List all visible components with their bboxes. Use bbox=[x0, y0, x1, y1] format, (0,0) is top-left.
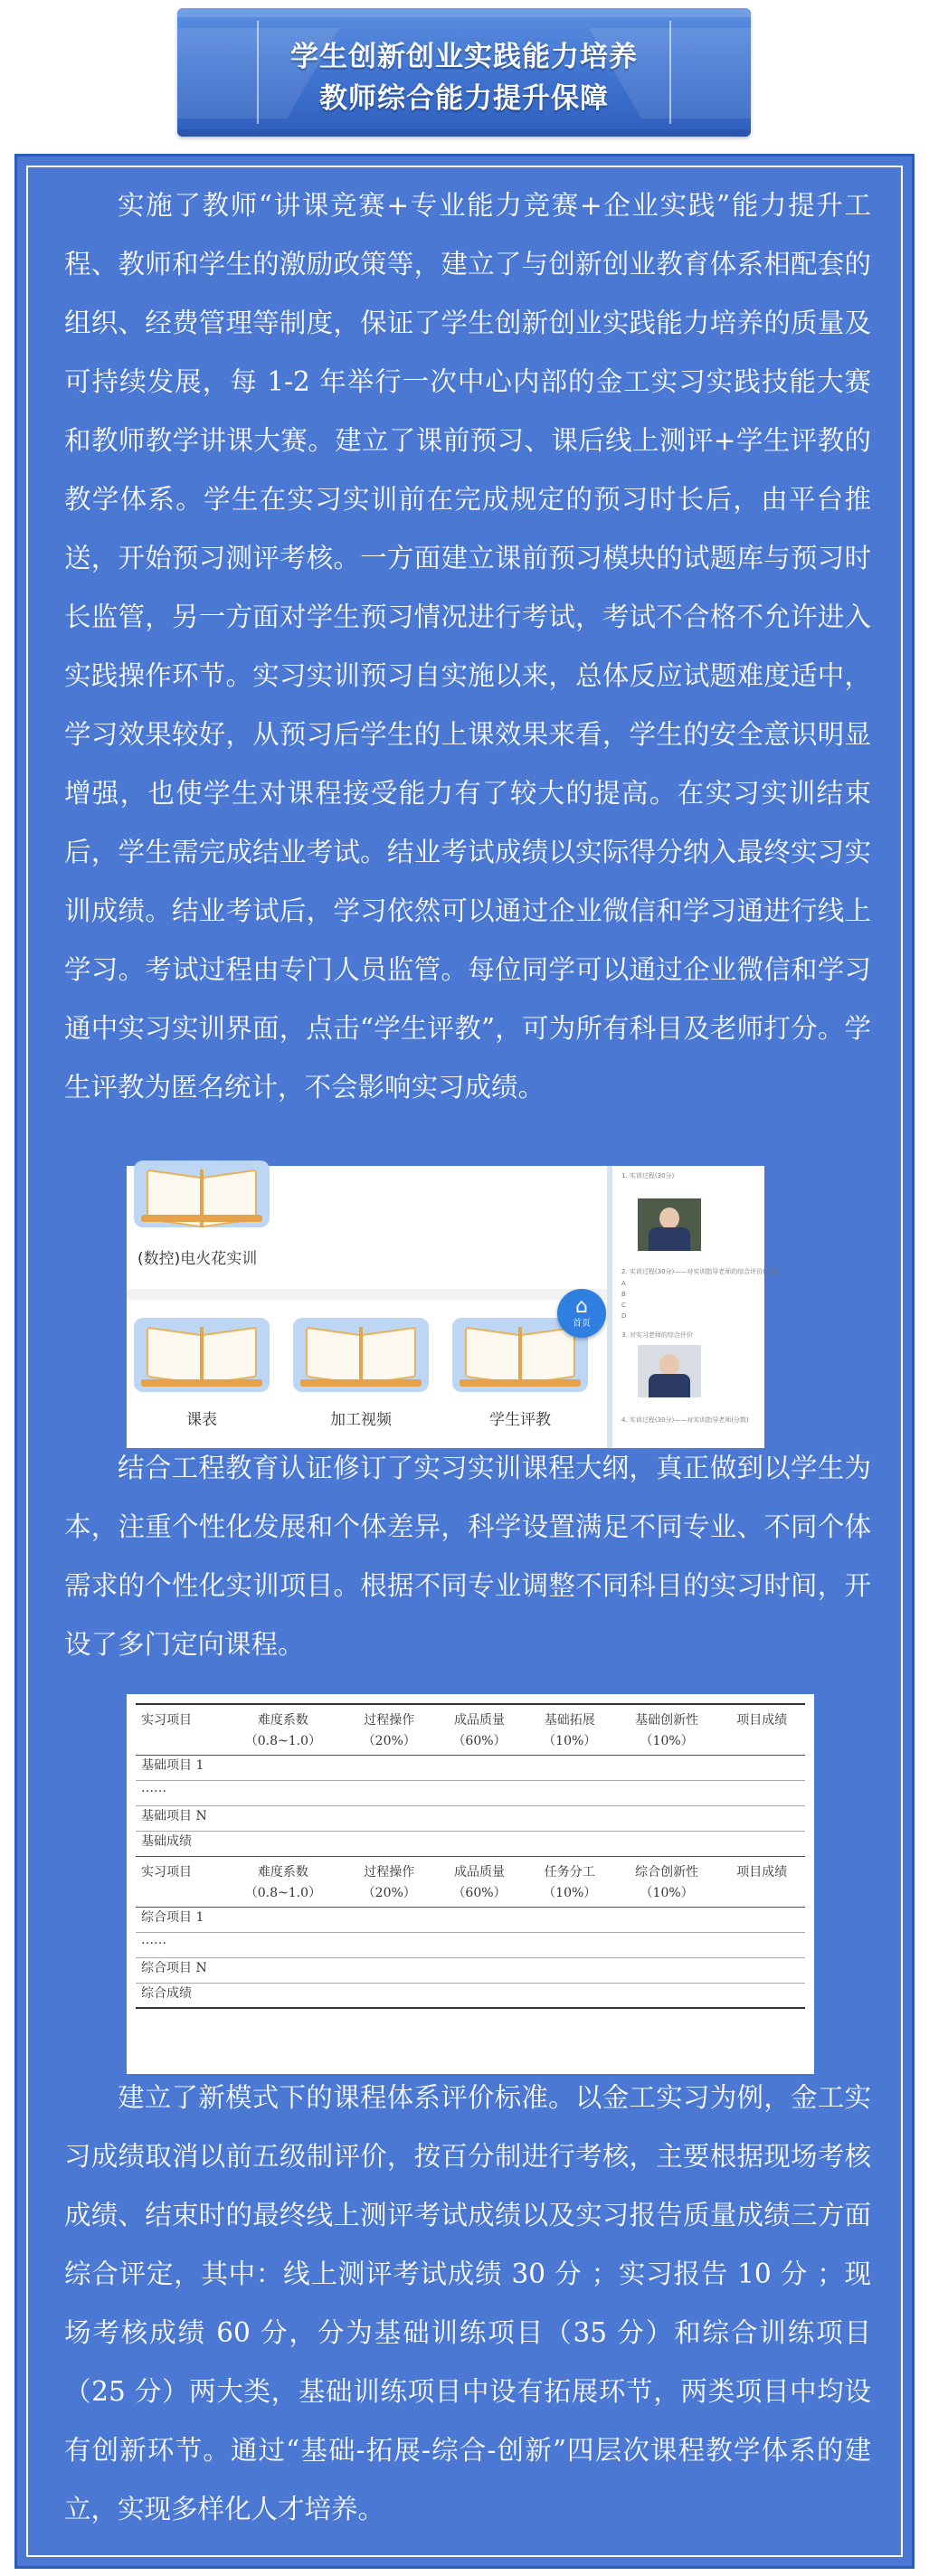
table-cell: …… bbox=[136, 1780, 805, 1805]
scoring-table bbox=[136, 1703, 805, 2009]
table-header-cell: （10%） bbox=[543, 1734, 597, 1748]
table-header-cell: （60%） bbox=[452, 1886, 507, 1900]
teacher-photo bbox=[638, 1345, 701, 1397]
table-header-cell: （20%） bbox=[362, 1734, 416, 1748]
table-header-cell bbox=[136, 1881, 222, 1907]
table-row bbox=[136, 1780, 805, 1805]
course-book-icon[interactable] bbox=[134, 1160, 270, 1227]
home-button-label: 首页 bbox=[573, 1319, 591, 1329]
table-header-cell: 基础创新性 bbox=[615, 1704, 719, 1729]
table-header-cell: （0.8~1.0） bbox=[244, 1886, 321, 1900]
table-header-cell: 成品质量 bbox=[434, 1704, 525, 1729]
table-cell: 综合项目 1 bbox=[136, 1907, 805, 1932]
banner-stripe-top bbox=[177, 8, 751, 17]
table-header-cell: （0.8~1.0） bbox=[244, 1734, 321, 1748]
table-header-row bbox=[136, 1856, 805, 1881]
table-row bbox=[136, 1805, 805, 1831]
table-header-cell: 项目成绩 bbox=[719, 1704, 805, 1729]
section-divider bbox=[127, 1289, 607, 1300]
table-header-row bbox=[136, 1704, 805, 1729]
video-book-icon[interactable] bbox=[293, 1318, 429, 1392]
form-question: 2. 实训过程(30分)——对实训指导老师的综合评价(分数) bbox=[621, 1268, 781, 1275]
home-icon: ⌂ bbox=[575, 1295, 588, 1318]
table-header-cell bbox=[136, 1729, 222, 1755]
form-option[interactable]: A bbox=[621, 1280, 626, 1287]
table-cell: 基础项目 1 bbox=[136, 1755, 805, 1780]
table-header-cell: （10%） bbox=[640, 1734, 694, 1748]
teacher-photo bbox=[638, 1198, 701, 1251]
table-header-cell: 难度系数 bbox=[222, 1704, 344, 1729]
form-question: 4. 实训过程(30分)——对实训指导老师(分数) bbox=[621, 1416, 749, 1424]
table-header-cell: （60%） bbox=[452, 1734, 507, 1748]
tile-evaluation-label[interactable]: 学生评教 bbox=[489, 1411, 551, 1429]
form-option[interactable]: B bbox=[621, 1291, 626, 1298]
table-header-cell bbox=[719, 1881, 805, 1907]
form-question: 3. 对实习老师的综合评价 bbox=[621, 1331, 693, 1339]
table-cell: 基础项目 N bbox=[136, 1805, 805, 1831]
table-header-cell: （20%） bbox=[362, 1886, 416, 1900]
table-row bbox=[136, 1831, 805, 1856]
table-header-cell: 任务分工 bbox=[525, 1856, 615, 1881]
table-header-row bbox=[136, 1729, 805, 1755]
app-home-screen bbox=[127, 1166, 607, 1448]
table-row bbox=[136, 1755, 805, 1780]
evaluation-form-screen bbox=[612, 1166, 781, 1448]
table-cell: …… bbox=[136, 1932, 805, 1957]
paragraph-evaluation-standard: 建立了新模式下的课程体系评价标准。以金工实习为例，金工实习成绩取消以前五级制评价，按百分制进行考核，主要根据现场考核成绩、结束时的最终线上测评考试成绩以及实习报告质量成绩三方面综合评定，其中：线上测评考试成绩 30 分 ；实习报告 10 分 ；现场考核成绩 60 分，分为基础训练项目（35 分）和综合训练项目（25 分）两大类，基础训练项目中设有拓展环节，两类项目中均设有创新环节。通过“基础-拓展-综合-创新”四层次课程教学体系的建立，实现多样化人才培养。 bbox=[64, 2082, 871, 2524]
table-cell: 综合成绩 bbox=[136, 1983, 805, 2008]
banner-stripe-bottom bbox=[177, 129, 751, 137]
table-header-cell: （10%） bbox=[640, 1886, 694, 1900]
course-card-label[interactable]: (数控)电火花实训 bbox=[137, 1250, 258, 1268]
table-header-cell: 项目成绩 bbox=[719, 1856, 805, 1881]
paragraph-teacher-ability: 实施了教师“讲课竞赛+专业能力竞赛+企业实践”能力提升工程、教师和学生的激励政策等，建立了与创新创业教育体系相配套的组织、经费管理等制度，保证了学生创新创业实践能力培养的质量及可持续发展，每 1-2 年举行一次中心内部的金工实习实践技能大赛和教师教学讲课大赛。建立了课前预习、课后线上测评+学生评教的教学体系。学生在实习实训前在完成规定的预习时长后，由平台推送，开始预习测评考核。一方面建立课前预习模块的试题库与预习时长监管，另一方面对学生预习情况进行考试，考试不合格不允许进入实践操作环节。实习实训预习自实施以来，总体反应试题难度适中，学习效果较好，从预习后学生的上课效果来看，学生的安全意识明显增强，也使学生对课程接受能力有了较大的提高。在实习实训结束后，学生需完成结业考试。结业考试成绩以实际得分纳入最终实习实训成绩。结业考试后，学习依然可以通过企业微信和学习通进行线上学习。考试过程由专门人员监管。每位同学可以通过企业微信和学习通中实习实训界面，点击“学生评教”，可为所有科目及老师打分。学生评教为匿名统计，不会影响实习成绩。 bbox=[64, 190, 871, 1103]
home-button[interactable] bbox=[557, 1289, 606, 1338]
tile-schedule-label[interactable]: 课表 bbox=[186, 1411, 217, 1429]
table-header-row bbox=[136, 1881, 805, 1907]
table-header-cell: 过程操作 bbox=[344, 1704, 434, 1729]
table-header-cell: 成品质量 bbox=[434, 1856, 525, 1881]
app-screenshot bbox=[127, 1166, 781, 1448]
banner-title-line1: 学生创新创业实践能力培养 bbox=[290, 41, 638, 73]
form-option[interactable]: C bbox=[621, 1302, 626, 1309]
table-header-cell: 实习项目 bbox=[136, 1856, 222, 1881]
table-header-cell: 综合创新性 bbox=[615, 1856, 719, 1881]
table-header-cell: （10%） bbox=[543, 1886, 597, 1900]
table-cell: 综合项目 N bbox=[136, 1957, 805, 1983]
table-row bbox=[136, 1983, 805, 2008]
table-header-cell: 基础拓展 bbox=[525, 1704, 615, 1729]
table-row bbox=[136, 1907, 805, 1932]
paragraph-curriculum: 结合工程教育认证修订了实习实训课程大纲，真正做到以学生为本，注重个性化发展和个体差异，科学设置满足不同专业、不同个体需求的个性化实训项目。根据不同专业调整不同科目的实习时间，开设了多门定向课程。 bbox=[64, 1453, 871, 1660]
table-cell: 基础成绩 bbox=[136, 1831, 805, 1856]
schedule-book-icon[interactable] bbox=[134, 1318, 270, 1392]
table-header-cell: 难度系数 bbox=[222, 1856, 344, 1881]
form-question: 1. 实训过程(30分) bbox=[621, 1172, 675, 1179]
table-header-cell: 过程操作 bbox=[344, 1856, 434, 1881]
table-row bbox=[136, 1932, 805, 1957]
table-row bbox=[136, 1957, 805, 1983]
form-option[interactable]: D bbox=[621, 1312, 627, 1320]
content-panel bbox=[14, 154, 915, 2569]
banner-title-line2: 教师综合能力提升保障 bbox=[319, 82, 609, 115]
table-header-cell bbox=[719, 1729, 805, 1755]
scoring-table-image bbox=[127, 1694, 814, 2074]
tile-video-label[interactable]: 加工视频 bbox=[330, 1411, 392, 1429]
table-header-cell: 实习项目 bbox=[136, 1704, 222, 1729]
title-banner bbox=[177, 8, 751, 137]
